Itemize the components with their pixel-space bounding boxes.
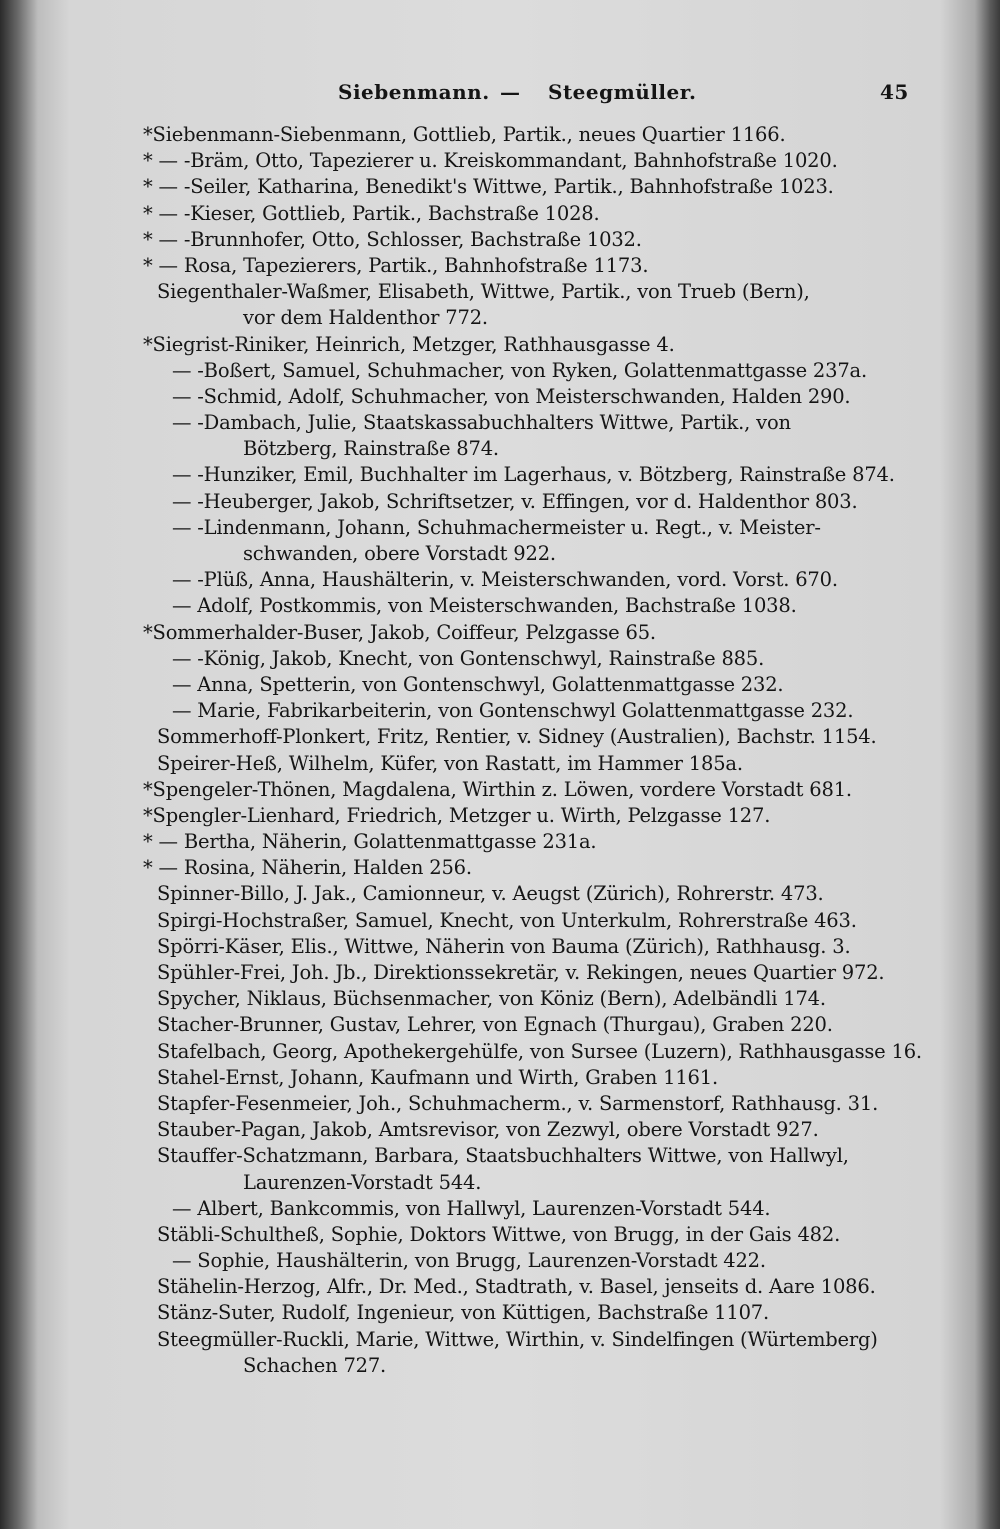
directory-entry-line: — Adolf, Postkommis, von Meisterschwanden, Bachstraße 1038. (172, 594, 797, 618)
directory-entry-line: — -König, Jakob, Knecht, von Gontenschwyl, Rainstraße 885. (172, 646, 765, 670)
directory-entry-line: — -Plüß, Anna, Haushälterin, v. Meisterschwanden, vord. Vorst. 670. (172, 568, 838, 592)
directory-entry-line: * — -Bräm, Otto, Tapezierer u. Kreiskommandant, Bahnhofstraße 1020. (143, 149, 838, 173)
directory-entry-line: *Sommerhalder-Buser, Jakob, Coiffeur, Pelzgasse 65. (143, 620, 656, 644)
directory-entry-line: — -Lindenmann, Johann, Schuhmachermeister u. Regt., v. Meister- (172, 515, 821, 539)
entry-continuation-line: Schachen 727. (243, 1353, 387, 1377)
directory-entry-line: * — Bertha, Näherin, Golattenmattgasse 231a. (143, 830, 597, 854)
directory-entry-line: — Anna, Spetterin, von Gontenschwyl, Golattenmattgasse 232. (172, 672, 784, 696)
running-head-first-entry: Siebenmann. (338, 80, 490, 104)
directory-entry-line: — -Boßert, Samuel, Schuhmacher, von Ryken, Golattenmattgasse 237a. (172, 358, 867, 382)
page-number: 45 (880, 80, 909, 104)
directory-entry-line: — Albert, Bankcommis, von Hallwyl, Laurenzen-Vorstadt 544. (172, 1196, 771, 1220)
directory-entry-line: Stähelin-Herzog, Alfr., Dr. Med., Stadtrath, v. Basel, jenseits d. Aare 1086. (157, 1275, 876, 1299)
directory-entry-line: *Siegrist-Riniker, Heinrich, Metzger, Rathhausgasse 4. (143, 332, 675, 356)
directory-entry-line: Stafelbach, Georg, Apothekergehülfe, von Sursee (Luzern), Rathhausgasse 16. (157, 1039, 922, 1063)
directory-entry-line: * — -Seiler, Katharina, Benedikt's Wittwe, Partik., Bahnhofstraße 1023. (143, 175, 834, 199)
directory-entry-line: Siegenthaler-Waßmer, Elisabeth, Wittwe, Partik., von Trueb (Bern), (157, 280, 810, 304)
directory-entry-line: *Spengler-Lienhard, Friedrich, Metzger u. Wirth, Pelzgasse 127. (143, 803, 771, 827)
directory-entry-line: Spühler-Frei, Joh. Jb., Direktionssekretär, v. Rekingen, neues Quartier 972. (157, 961, 885, 984)
directory-entry-line: Steegmüller-Ruckli, Marie, Wittwe, Wirthin, v. Sindelfingen (Würtemberg) (157, 1327, 878, 1351)
directory-entry-line: * — -Brunnhofer, Otto, Schlosser, Bachstraße 1032. (143, 227, 642, 251)
running-head-last-entry: Steegmüller. (548, 80, 697, 104)
directory-entry-line: Spirgi-Hochstraßer, Samuel, Knecht, von Unterkulm, Rohrerstraße 463. (157, 908, 857, 932)
entry-continuation-line: vor dem Haldenthor 772. (243, 306, 488, 330)
directory-entry-line: Sommerhoff-Plonkert, Fritz, Rentier, v. Sidney (Australien), Bachstr. 1154. (157, 725, 877, 749)
directory-entry-line: — Sophie, Haushälterin, von Brugg, Laurenzen-Vorstadt 422. (172, 1249, 766, 1273)
directory-entry-line: *Spengeler-Thönen, Magdalena, Wirthin z. Löwen, vordere Vorstadt 681. (143, 777, 852, 801)
entry-continuation-line: Bötzberg, Rainstraße 874. (243, 437, 499, 461)
directory-entry-line: Speirer-Heß, Wilhelm, Küfer, von Rastatt, im Hammer 185a. (157, 751, 743, 775)
directory-entry-line: — -Hunziker, Emil, Buchhalter im Lagerhaus, v. Bötzberg, Rainstraße 874. (172, 463, 895, 487)
directory-entry-line: — -Dambach, Julie, Staatskassabuchhalters Wittwe, Partik., von (172, 411, 791, 435)
directory-entry-line: Stauber-Pagan, Jakob, Amtsrevisor, von Zezwyl, obere Vorstadt 927. (157, 1118, 819, 1142)
entry-continuation-line: Laurenzen-Vorstadt 544. (243, 1170, 482, 1194)
directory-entry-line: Stänz-Suter, Rudolf, Ingenieur, von Küttigen, Bachstraße 1107. (157, 1301, 770, 1325)
directory-entry-line: Spinner-Billo, J. Jak., Camionneur, v. Aeugst (Zürich), Rohrerstr. 473. (157, 882, 824, 906)
directory-entry-line: * — Rosina, Näherin, Halden 256. (143, 856, 472, 880)
directory-entry-line: Spörri-Käser, Elis., Wittwe, Näherin von Bauma (Zürich), Rathhausg. 3. (157, 934, 851, 958)
directory-entry-line: — Marie, Fabrikarbeiterin, von Gontenschwyl Golattenmattgasse 232. (172, 699, 854, 723)
entry-continuation-line: schwanden, obere Vorstadt 922. (243, 542, 556, 565)
directory-entry-line: Stauffer-Schatzmann, Barbara, Staatsbuchhalters Wittwe, von Hallwyl, (157, 1144, 849, 1168)
directory-entry-line: Stapfer-Fesenmeier, Joh., Schuhmacherm., v. Sarmenstorf, Rathhausg. 31. (157, 1091, 879, 1115)
directory-entry-line: Stahel-Ernst, Johann, Kaufmann und Wirth, Graben 1161. (157, 1065, 718, 1089)
directory-entry-line: *Siebenmann-Siebenmann, Gottlieb, Partik., neues Quartier 1166. (143, 123, 786, 146)
running-head-dash: — (500, 80, 521, 104)
directory-entry-line: Spycher, Niklaus, Büchsenmacher, von Köniz (Bern), Adelbändli 174. (157, 987, 826, 1011)
directory-entry-line: * — -Kieser, Gottlieb, Partik., Bachstraße 1028. (143, 201, 600, 225)
directory-entry-line: — -Schmid, Adolf, Schuhmacher, von Meisterschwanden, Halden 290. (172, 384, 851, 408)
directory-entry-line: * — Rosa, Tapezierers, Partik., Bahnhofstraße 1173. (143, 253, 649, 277)
directory-entry-line: — -Heuberger, Jakob, Schriftsetzer, v. Effingen, vor d. Haldenthor 803. (172, 489, 858, 513)
directory-entry-line: Stäbli-Schultheß, Sophie, Doktors Wittwe, von Brugg, in der Gais 482. (157, 1222, 841, 1246)
directory-entries (0, 122, 1000, 1379)
directory-entry-line: Stacher-Brunner, Gustav, Lehrer, von Egnach (Thurgau), Graben 220. (157, 1013, 833, 1037)
